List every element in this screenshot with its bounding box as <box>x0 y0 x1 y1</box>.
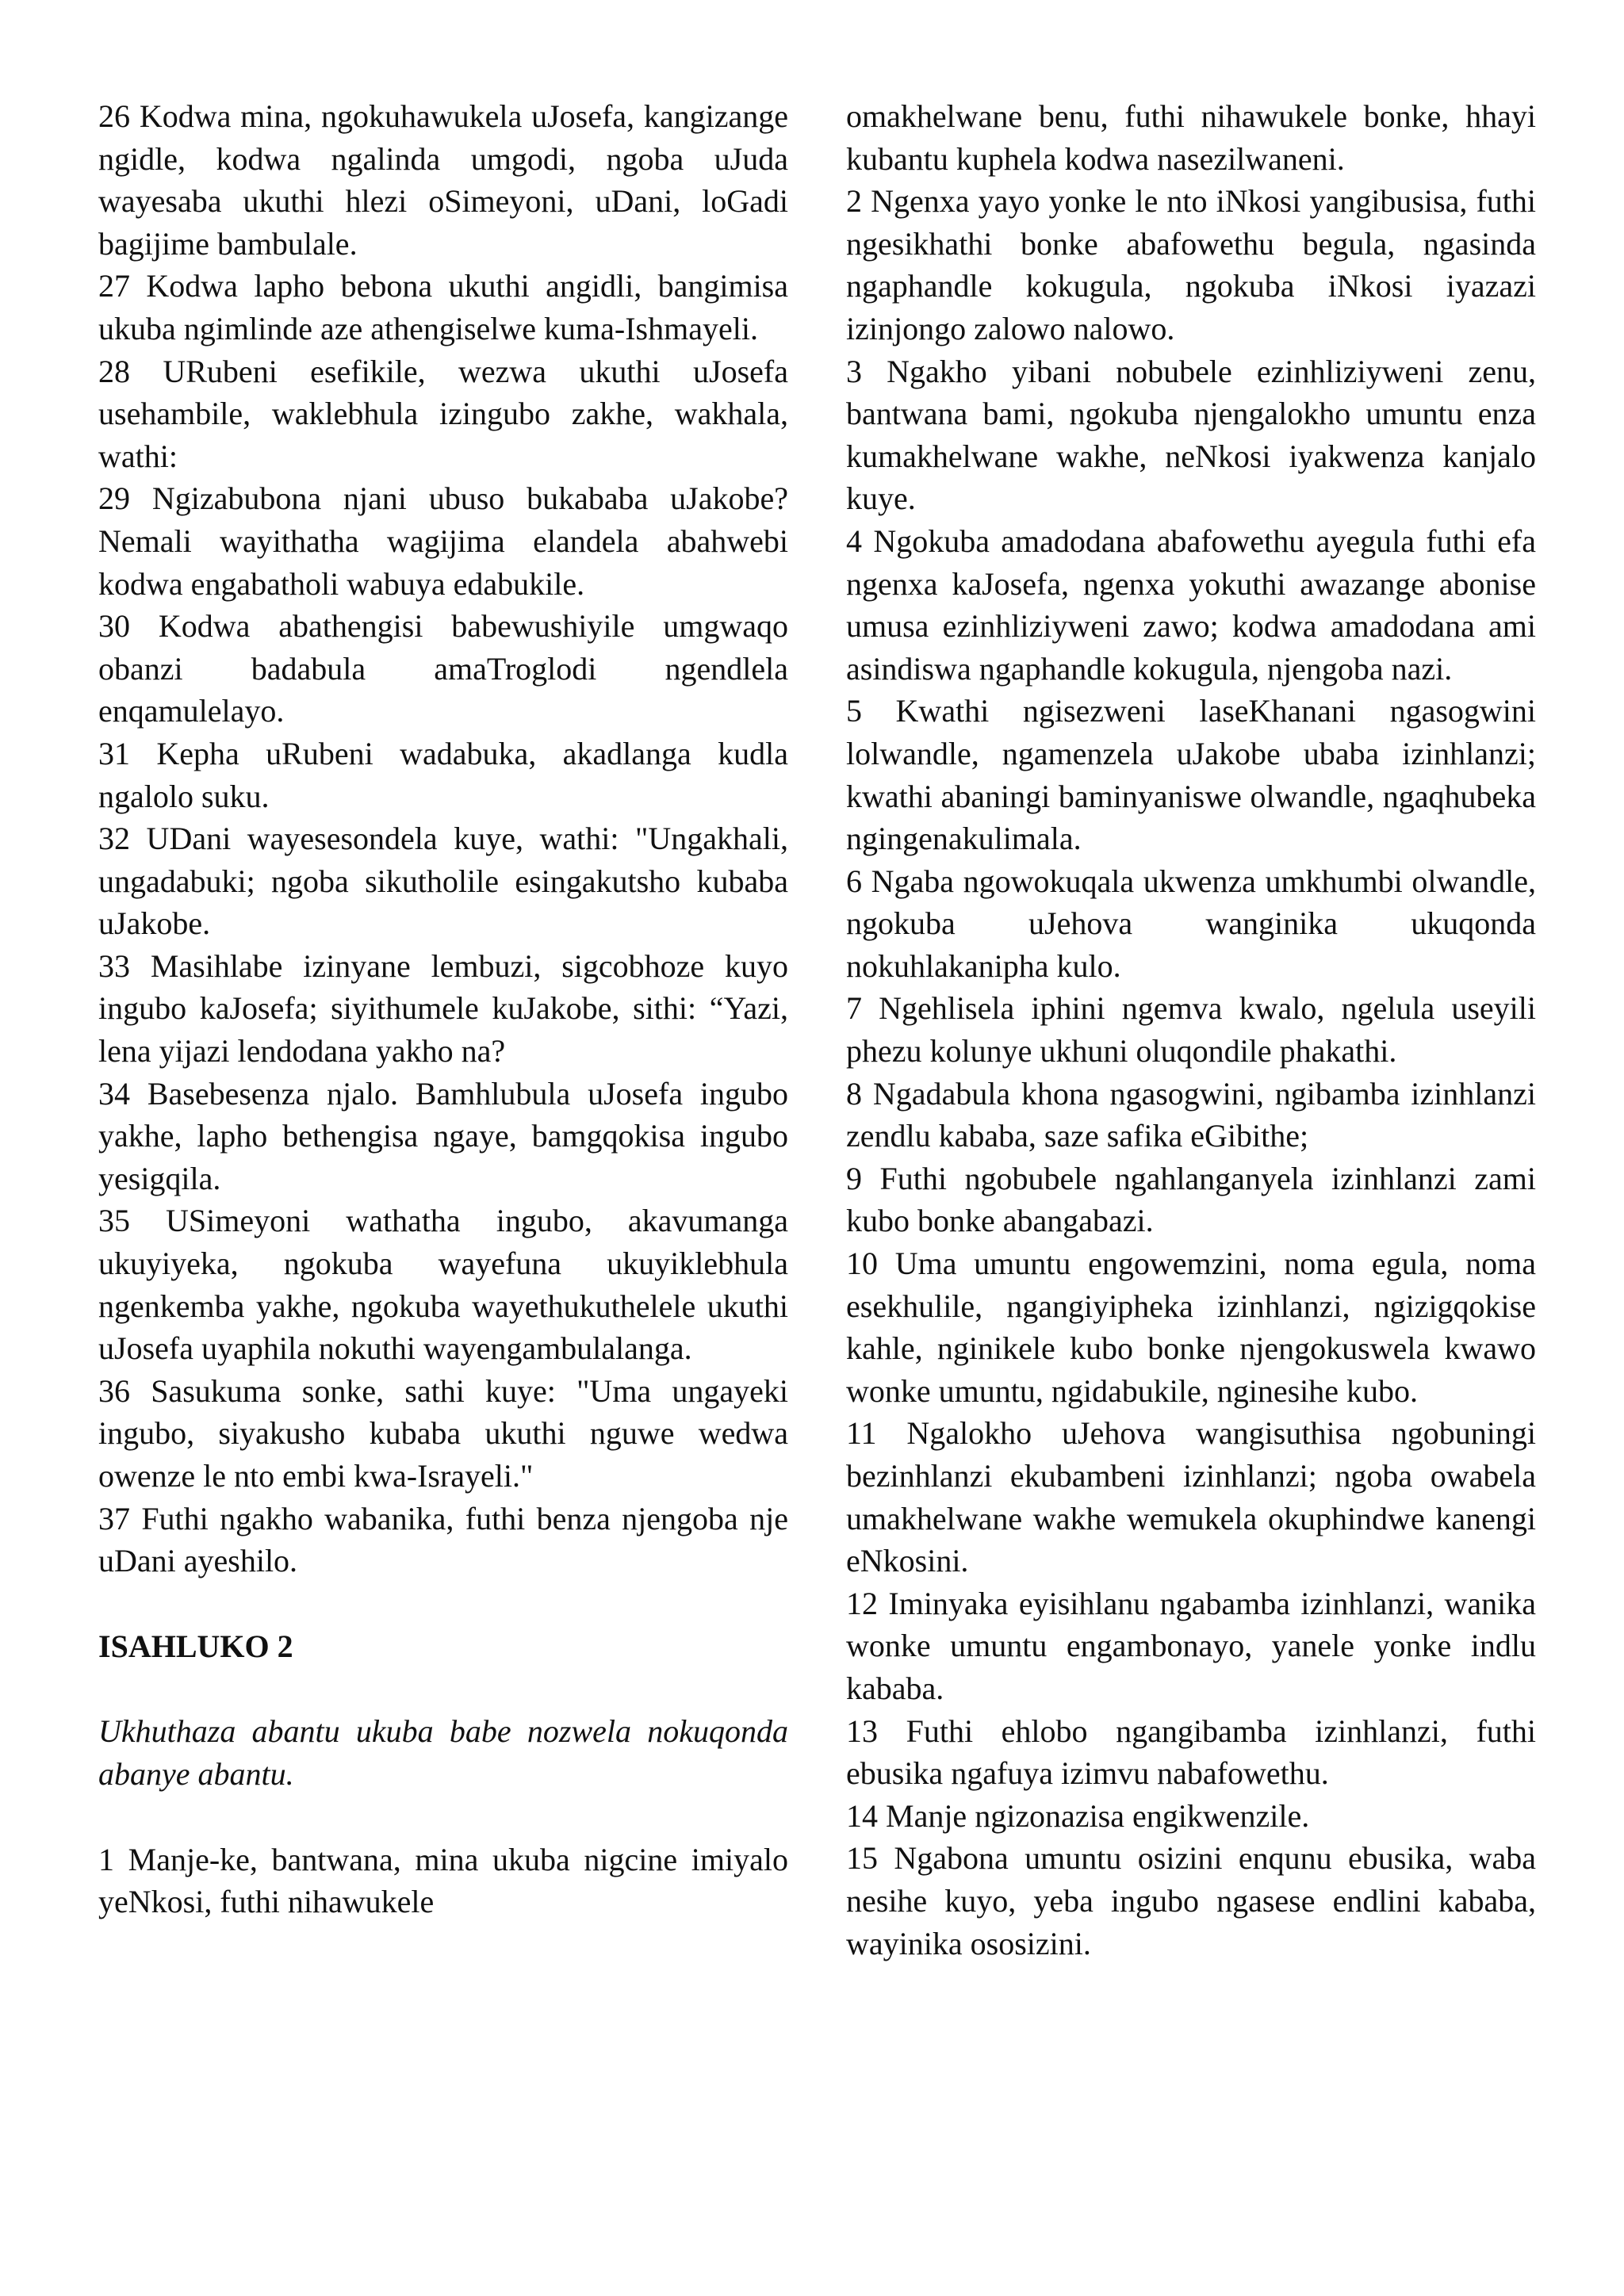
verse-6: 6 Ngaba ngowokuqala ukwenza umkhumbi olwandle, ngokuba uJehova wanginika ukuqonda nokuhlakanipha kulo. <box>846 863 1536 984</box>
chapter-heading: ISAHLUKO 2 <box>98 1628 293 1664</box>
verse-30: 30 Kodwa abathengisi babewushiyile umgwaqo obanzi badabula amaTroglodi ngendlela enqamulelayo. <box>98 608 788 729</box>
verse-7: 7 Ngehlisela iphini ngemva kwalo, ngelula useyili phezu kolunye ukhuni oluqondile phakathi. <box>846 990 1536 1070</box>
verse-9: 9 Futhi ngobubele ngahlanganyela izinhlanzi zami kubo bonke abangabazi. <box>846 1160 1536 1239</box>
verse-37: 37 Futhi ngakho wabanika, futhi benza njengoba nje uDani ayeshilo. <box>98 1500 788 1579</box>
verse-14: 14 Manje ngizonazisa engikwenzile. <box>846 1797 1310 1834</box>
verse-3: 3 Ngakho yibani nobubele ezinhliziyweni zenu, bantwana bami, ngokuba njengalokho umuntu enza kumakhelwane wakhe, neNkosi iyakwenza kanjalo kuye. <box>846 353 1536 517</box>
right-column <box>846 95 1536 1965</box>
verse-35: 35 USimeyoni wathatha ingubo, akavumanga ukuyiyeka, ngokuba wayefuna ukuyiklebhula ngenkemba yakhe, ngokuba wayethukuthelele ukuthi uJosefa uyaphila nokuthi wayengambulalanga. <box>98 1203 788 1367</box>
chapter-summary: Ukhuthaza abantu ukuba babe nozwela nokuqonda abanye abantu. <box>98 1713 788 1792</box>
verse-1-continued: omakhelwane benu, futhi nihawukele bonke, hhayi kubantu kuphela kodwa nasezilwaneni. <box>846 98 1536 177</box>
verse-31: 31 Kepha uRubeni wadabuka, akadlanga kudla ngalolo suku. <box>98 735 788 814</box>
verse-11: 11 Ngalokho uJehova wangisuthisa ngobuningi bezinhlanzi ekubambeni izinhlanzi; ngoba owabela umakhelwane wakhe wemukela okuphindwe kanengi eNkosini. <box>846 1415 1536 1579</box>
verse-4: 4 Ngokuba amadodana abafowethu ayegula futhi efa ngenxa kaJosefa, ngenxa yokuthi awazange abonise umusa ezinhliziyweni zawo; kodwa amadodana ami asindiswa ngaphandle kokugula, njengoba nazi. <box>846 522 1536 687</box>
verse-13: 13 Futhi ehlobo ngangibamba izinhlanzi, futhi ebusika ngafuya izimvu nabafowethu. <box>846 1712 1536 1792</box>
verse-1: 1 Manje-ke, bantwana, mina ukuba nigcine imiyalo yeNkosi, futhi nihawukele <box>98 1841 788 1920</box>
verse-5: 5 Kwathi ngisezweni laseKhanani ngasogwini lolwandle, ngamenzela uJakobe ubaba izinhlanzi; kwathi abaningi baminyaniswe olwandle, ngaqhubeka ngingenakulimala. <box>846 693 1536 857</box>
verse-12: 12 Iminyaka eyisihlanu ngabamba izinhlanzi, wanika wonke umuntu engambonayo, yanele yonke indlu kababa. <box>846 1585 1536 1706</box>
verse-10: 10 Uma umuntu engowemzini, noma egula, noma esekhulile, ngangiyipheka izinhlanzi, ngizigqokise kahle, nginikele kubo bonke njengokuswela kwawo wonke umuntu, ngidabukile, nginesihe kubo. <box>846 1246 1536 1409</box>
verse-26: 26 Kodwa mina, ngokuhawukela uJosefa, kangizange ngidle, kodwa ngalinda umgodi, ngoba uJuda wayesaba ukuthi hlezi oSimeyoni, uDani, loGadi bagijime bambulale. <box>98 98 788 262</box>
left-column <box>98 95 788 1923</box>
verse-36: 36 Sasukuma sonke, sathi kuye: "Uma ungayeki ingubo, siyakusho kubaba ukuthi nguwe wedwa owenze le nto embi kwa-Israyeli." <box>98 1372 788 1494</box>
verse-29: 29 Ngizabubona njani ubuso bukababa uJakobe? Nemali wayithatha wagijima elandela abahwebi kodwa engabatholi wabuya edabukile. <box>98 480 788 602</box>
verse-15: 15 Ngabona umuntu osizini enqunu ebusika, waba nesihe kuyo, yeba ingubo ngasese endlini kababa, wayinika ososizini. <box>846 1840 1536 1961</box>
verse-28: 28 URubeni esefikile, wezwa ukuthi uJosefa usehambile, waklebhula izingubo zakhe, wakhala, wathi: <box>98 353 788 474</box>
verse-8: 8 Ngadabula khona ngasogwini, ngibamba izinhlanzi zendlu kababa, saze safika eGibithe; <box>846 1075 1536 1154</box>
verse-2: 2 Ngenxa yayo yonke le nto iNkosi yangibusisa, futhi ngesikhathi bonke abafowethu begula, ngasinda ngaphandle kokugula, ngokuba iNkosi iyazazi izinjongo zalowo nalowo. <box>846 183 1536 346</box>
verse-32: 32 UDani wayesesondela kuye, wathi: "Ungakhali, ungadabuki; ngoba sikutholile esingakutsho kubaba uJakobe. <box>98 821 788 942</box>
verse-27: 27 Kodwa lapho bebona ukuthi angidli, bangimisa ukuba ngimlinde aze athengiselwe kuma-Ishmayeli. <box>98 268 788 346</box>
verse-34: 34 Basebesenza njalo. Bamhlubula uJosefa ingubo yakhe, lapho bethengisa ngaye, bamgqokisa ingubo yesigqila. <box>98 1075 788 1196</box>
verse-33: 33 Masihlabe izinyane lembuzi, sigcobhoze kuyo ingubo kaJosefa; siyithumele kuJakobe, sithi: “Yazi, lena yijazi lendodana yakho na? <box>98 947 788 1070</box>
